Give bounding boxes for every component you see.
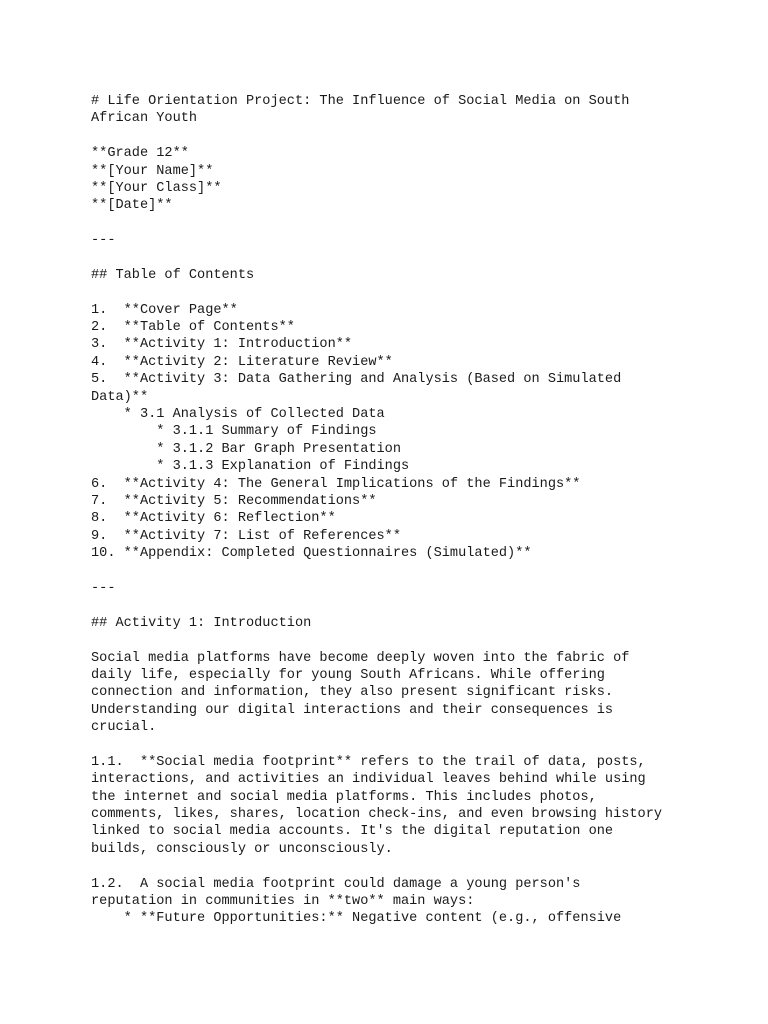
text-line: 8. **Activity 6: Reflection** (91, 511, 336, 527)
text-line: crucial. (91, 720, 157, 736)
blank-line (91, 597, 691, 614)
text-line: * 3.1.1 Summary of Findings (91, 424, 377, 440)
blank-line (91, 736, 691, 753)
text-line: Social media platforms have become deeply woven into the fabric of (91, 650, 630, 666)
blank-line (91, 128, 691, 145)
text-line: 1.2. A social media footprint could damage a young person's (91, 876, 581, 892)
text-line: Understanding our digital interactions and their consequences is (91, 702, 614, 718)
document-page (91, 93, 691, 928)
text-line: **[Date]** (91, 198, 173, 214)
text-line: * 3.1.2 Bar Graph Presentation (91, 441, 401, 457)
blank-line (91, 563, 691, 580)
text-line: --- (91, 233, 116, 249)
text-line: comments, likes, shares, location check-ins, and even browsing history (91, 807, 663, 823)
text-line: interactions, and activities an individual leaves behind while using (91, 772, 646, 788)
text-line: 10. **Appendix: Completed Questionnaires (Simulated)** (91, 546, 532, 562)
text-line: 1. **Cover Page** (91, 302, 238, 318)
text-line: ## Table of Contents (91, 267, 255, 283)
text-line: # Life Orientation Project: The Influence of Social Media on South (91, 94, 630, 109)
text-line: African Youth (91, 111, 198, 127)
text-line: ## Activity 1: Introduction (91, 615, 312, 631)
text-line: Data)** (91, 389, 149, 405)
blank-line (91, 250, 691, 267)
blank-line (91, 858, 691, 875)
text-line: **Grade 12** (91, 146, 189, 162)
text-line: * 3.1 Analysis of Collected Data (91, 407, 385, 423)
blank-line (91, 632, 691, 649)
text-line: daily life, especially for young South Africans. While offering (91, 667, 605, 683)
text-line: 1.1. **Social media footprint** refers to the trail of data, posts, (91, 754, 646, 770)
text-line: reputation in communities in **two** main ways: (91, 893, 475, 909)
blank-line (91, 284, 691, 301)
text-line: the internet and social media platforms. This includes photos, (91, 789, 597, 805)
text-line: linked to social media accounts. It's the digital reputation one (91, 824, 614, 840)
text-line: **[Your Class]** (91, 180, 222, 196)
text-line: 2. **Table of Contents** (91, 320, 295, 336)
text-line: 6. **Activity 4: The General Implications of the Findings** (91, 476, 581, 492)
text-line: 7. **Activity 5: Recommendations** (91, 493, 377, 509)
text-line: --- (91, 580, 116, 596)
text-line: builds, consciously or unconsciously. (91, 841, 393, 857)
text-line: 5. **Activity 3: Data Gathering and Analysis (Based on Simulated (91, 372, 622, 388)
text-line: **[Your Name]** (91, 163, 214, 179)
text-line: * **Future Opportunities:** Negative content (e.g., offensive (91, 911, 622, 927)
text-line: 9. **Activity 7: List of References** (91, 528, 401, 544)
text-line: 3. **Activity 1: Introduction** (91, 337, 353, 353)
blank-line (91, 215, 691, 232)
text-line: * 3.1.3 Explanation of Findings (91, 459, 410, 475)
text-line: connection and information, they also present significant risks. (91, 685, 614, 701)
text-line: 4. **Activity 2: Literature Review** (91, 354, 393, 370)
